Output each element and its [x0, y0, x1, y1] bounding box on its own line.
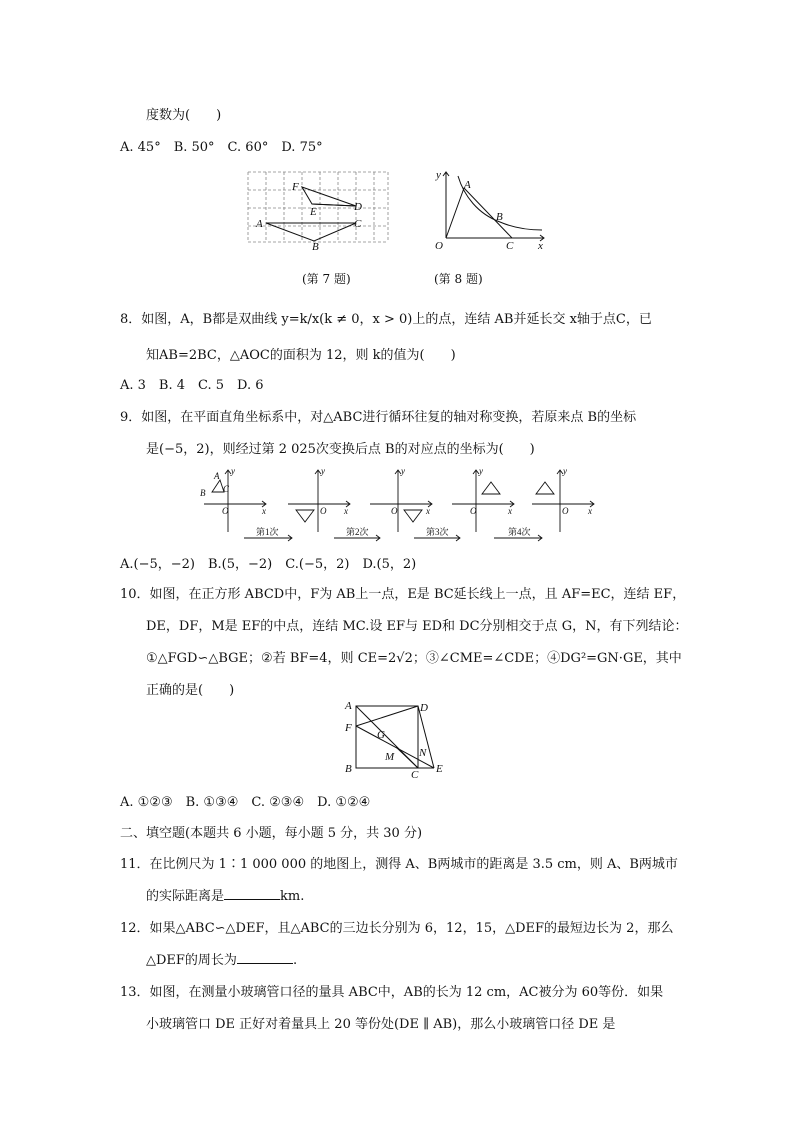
fig8-label-x: x: [538, 240, 543, 252]
fig9-p1-y: y: [231, 466, 235, 476]
fig8-label-b: B: [496, 211, 503, 223]
fig9-step-3: 第3次: [426, 527, 449, 537]
fig9-p1-o: O: [222, 506, 229, 516]
figure-7: [246, 170, 392, 253]
fig9-p4-o: O: [470, 506, 477, 516]
question-13-line-1: 13．如图，在测量小玻璃管口径的量具 ABC中，AB的长为 12 cm，AC被分为 60等份．如果: [120, 985, 664, 1000]
fig10-label-g: G: [377, 729, 385, 741]
question-8-line-1: 8．如图，A，B都是双曲线 y=k/x(k ≠ 0，x > 0)上的点，连结 AB并延长交 x轴于点C，已: [120, 312, 652, 327]
question-10-line-1: 10．如图，在正方形 ABCD中，F为 AB上一点，E是 BC延长线上一点，且 AF=EC，连结 EF，: [120, 587, 686, 602]
question-9-line-1: 9．如图，在平面直角坐标系中，对△ABC进行循环往复的轴对称变换，若原来点 B的坐标: [120, 410, 637, 425]
fig9-label-c: C: [223, 484, 230, 494]
fig8-label-c: C: [506, 240, 514, 252]
question-7-tail: 度数为( ): [146, 108, 222, 123]
fig9-p3-x: x: [426, 506, 430, 516]
fig7-label-c: C: [354, 218, 362, 230]
fig9-label-b: B: [200, 488, 206, 498]
question-9-options: A.(−5，−2) B.(5，−2) C.(−5，2) D.(5，2): [120, 557, 417, 572]
question-10-options: A. ①②③ B. ①③④ C. ②③④ D. ①②④: [120, 795, 371, 810]
fig9-p3-y: y: [401, 466, 405, 476]
question-11-line-1: 11．在比例尺为 1∶1 000 000 的地图上，测得 A、B两城市的距离是 3.5 cm，则 A、B两城市: [120, 857, 678, 872]
fig10-label-n: N: [419, 747, 427, 759]
caption-figure-8: (第 8 题): [434, 272, 483, 286]
caption-figure-7: (第 7 题): [302, 272, 351, 286]
fig10-label-d: D: [420, 702, 428, 714]
fig10-label-c: C: [411, 769, 419, 781]
figure-8: [430, 166, 554, 250]
fig9-p4-y: y: [479, 466, 483, 476]
fig9-p5-o: O: [562, 506, 569, 516]
fig9-step-2: 第2次: [346, 527, 369, 537]
fig9-p5-y: y: [563, 466, 567, 476]
fig9-p1-x: x: [262, 506, 266, 516]
fig8-label-y: y: [436, 169, 441, 181]
section-2-heading: 二、填空题(本题共 6 小题，每小题 5 分，共 30 分): [120, 826, 423, 841]
fig9-p4-x: x: [508, 506, 512, 516]
figure-10: [340, 696, 452, 780]
answer-blank-12[interactable]: [237, 951, 293, 964]
fig9-step-1: 第1次: [256, 527, 279, 537]
question-12-line-2: [146, 949, 297, 968]
fig10-label-a: A: [345, 700, 352, 712]
figure-9: [194, 462, 604, 548]
fig7-label-b: B: [312, 241, 319, 253]
question-10-line-4: 正确的是( ): [146, 683, 235, 698]
fig10-label-e: E: [436, 763, 443, 775]
fig9-p2-y: y: [321, 466, 325, 476]
fig8-label-a: A: [464, 179, 471, 191]
fig9-p5-x: x: [588, 506, 592, 516]
fig9-p2-o: O: [320, 506, 327, 516]
answer-blank-11[interactable]: [224, 887, 280, 900]
question-11-line-2: [146, 885, 304, 904]
fig7-label-d: D: [354, 201, 362, 213]
question-13-line-2: 小玻璃管口 DE 正好对着量具上 20 等份处(DE ∥ AB)，那么小玻璃管口径 DE 是: [146, 1017, 616, 1032]
question-12-line-1: 12．如果△ABC∽△DEF，且△ABC的三边长分别为 6，12，15，△DEF的最短边长为 2，那么: [120, 921, 674, 936]
fig9-label-a: A: [214, 471, 220, 481]
question-11-unit: km.: [280, 889, 305, 904]
question-8-options: A. 3 B. 4 C. 5 D. 6: [120, 378, 264, 393]
question-11-text: 的实际距离是: [146, 889, 225, 904]
question-12-text: △DEF的周长为: [146, 953, 237, 968]
question-10-line-2: DE，DF，M是 EF的中点，连结 MC.设 EF与 ED和 DC分别相交于点 G，N，有下列结论：: [146, 619, 688, 634]
fig7-label-a: A: [256, 218, 263, 230]
fig7-label-e: E: [310, 206, 317, 218]
question-10-line-3: ①△FGD∽△BGE；②若 BF=4，则 CE=2√2；③∠CME=∠CDE；④DG²=GN·GE，其中: [146, 651, 682, 666]
fig10-label-b: B: [345, 763, 352, 775]
fig8-label-o: O: [435, 240, 443, 252]
fig9-step-4: 第4次: [508, 527, 531, 537]
question-9-line-2: 是(−5，2)，则经过第 2 025次变换后点 B的对应点的坐标为( ): [146, 442, 535, 457]
fig10-label-m: M: [385, 751, 395, 763]
question-8-line-2: 知AB=2BC，△AOC的面积为 12，则 k的值为( ): [146, 348, 456, 363]
fig9-p2-x: x: [344, 506, 348, 516]
question-7-options: A. 45° B. 50° C. 60° D. 75°: [120, 140, 323, 155]
fig10-label-f: F: [345, 722, 352, 734]
fig7-label-f: F: [292, 181, 299, 193]
question-12-period: .: [292, 953, 298, 968]
fig9-p3-o: O: [391, 506, 398, 516]
